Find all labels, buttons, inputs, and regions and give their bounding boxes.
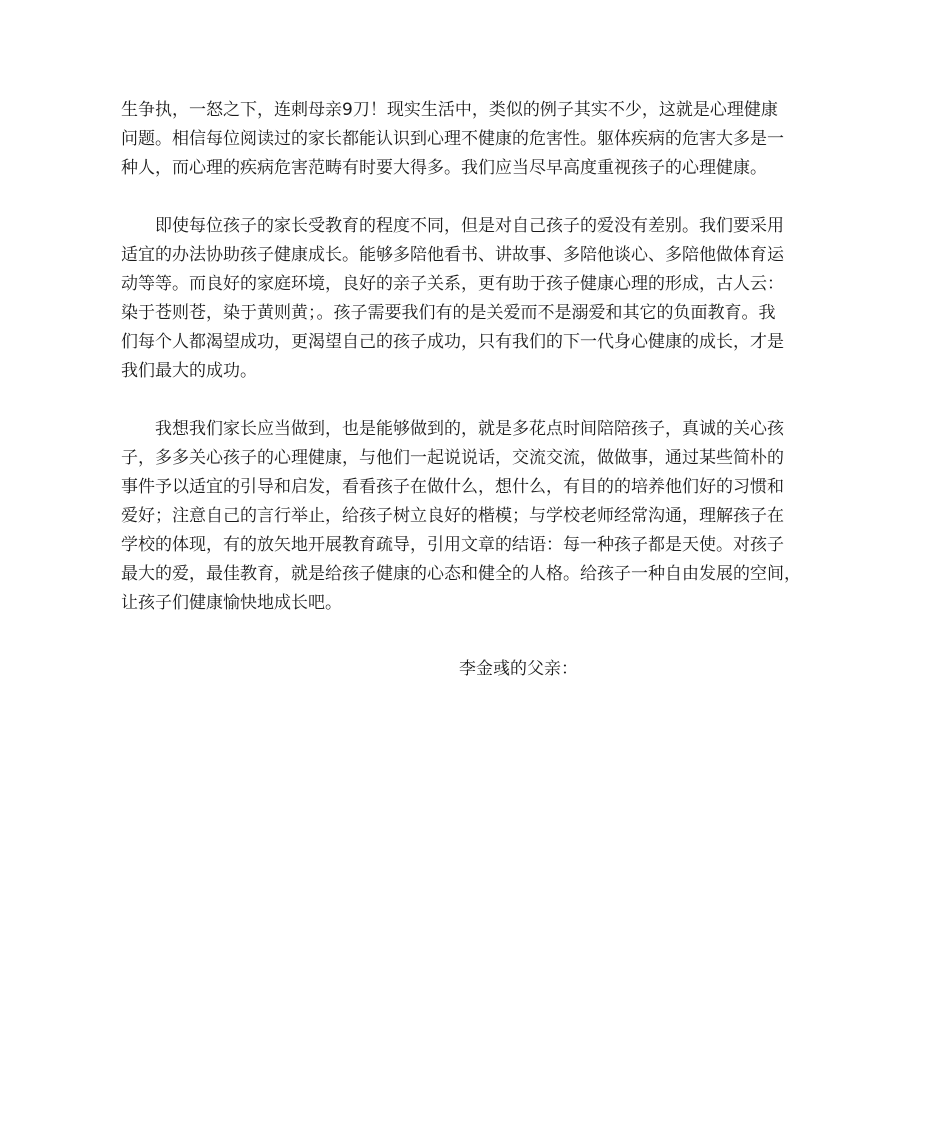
paragraph-3: [121, 415, 835, 618]
paragraph-2: [121, 212, 835, 386]
text-line: 让孩子们健康愉快地成长吧。: [121, 593, 342, 613]
text-line: 我想我们家长应当做到，也是能够做到的，就是多花点时间陪陪孩子，真诚的关心孩: [155, 419, 784, 439]
text-line: 我们最大的成功。: [121, 361, 257, 381]
document-body: [121, 96, 835, 618]
text-line: 生争执，一怒之下，连刺母亲9刀！现实生活中，类似的例子其实不少，这就是心理健康: [121, 100, 778, 120]
text-line: 适宜的办法协助孩子健康成长。能够多陪他看书、讲故事、多陪他谈心、多陪他做体育运: [121, 245, 784, 265]
text-line: 最大的爱，最佳教育，就是给孩子健康的心态和健全的人格。给孩子一种自由发展的空间，: [121, 564, 801, 584]
text-line: 学校的体现，有的放矢地开展教育疏导，引用文章的结语：每一种孩子都是天使。对孩子: [121, 535, 784, 555]
text-line: 种人，而心理的疾病危害范畴有时要大得多。我们应当尽早高度重视孩子的心理健康。: [121, 158, 767, 178]
text-line: 动等等。而良好的家庭环境，良好的亲子关系，更有助于孩子健康心理的形成，古人云：: [121, 274, 784, 294]
text-line: 爱好；注意自己的言行举止，给孩子树立良好的楷模；与学校老师经常沟通，理解孩子在: [121, 506, 784, 526]
paragraph-1: [121, 96, 835, 183]
text-line: 即使每位孩子的家长受教育的程度不同，但是对自己孩子的爱没有差别。我们要采用: [155, 216, 784, 236]
text-line: 们每个人都渴望成功，更渴望自己的孩子成功，只有我们的下一代身心健康的成长，才是: [121, 332, 784, 352]
text-line: 事件予以适宜的引导和启发，看看孩子在做什么，想什么，有目的的培养他们好的习惯和: [121, 477, 784, 497]
signature: 李金彧的父亲：: [459, 659, 578, 679]
text-line: 染于苍则苍，染于黄则黄；。孩子需要我们有的是关爱而不是溺爱和其它的负面教育。我: [121, 303, 776, 323]
text-line: 问题。相信每位阅读过的家长都能认识到心理不健康的危害性。躯体疾病的危害大多是一: [121, 129, 784, 149]
text-line: 子，多多关心孩子的心理健康，与他们一起说说话，交流交流，做做事，通过某些简朴的: [121, 448, 784, 468]
